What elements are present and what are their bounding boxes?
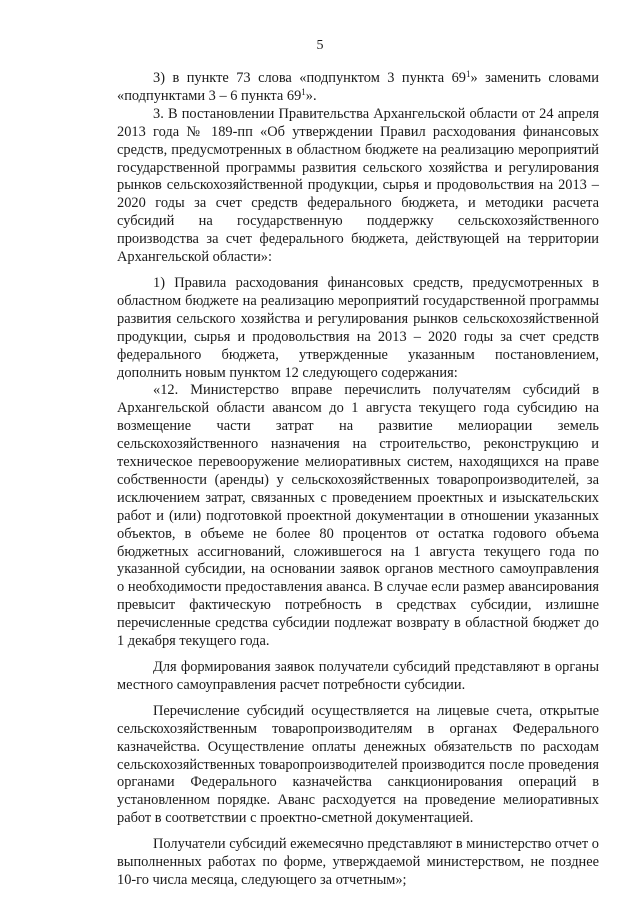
section-3-intro-paragraph: 3. В постановлении Правительства Архангельской области от 24 апреля 2013 года № 189-пп «Об утверждении Правил расходования финансовых средств, предусмотренных в областном бюджете на реализацию мероприятий государственной программы развития сельского хозяйства и регулирования рынков сельскохозяйственной продукции, сырья и продовольствия на 2013 – 2020 годы за счет средств федерального бюджета, и методики расчета субсидий на государственную поддержку сельскохозяйственного производства за счет федерального бюджета, действующей на территории Архангельской области»: [117,105,599,266]
item-3-text-middle: » заменить словами «подпунктами 3 – 6 пункта 69 [117,70,599,104]
subitem-1-paragraph: 1) Правила расходования финансовых средств, предусмотренных в областном бюджете на реализацию мероприятий государственной программы развития сельского хозяйства и регулирования рынков сельскохозяйственной продукции, сырья и продовольствия на 2013 – 2020 годы за счет средств федерального бюджета, утвержденные указанным постановлением, дополнить новым пунктом 12 следующего содержания: [117,274,599,381]
report-paragraph: Получатели субсидий ежемесячно представляют в министерство отчет о выполненных работах по форме, утверждаемой министерством, не позднее 10-го числа месяца, следующего за отчетным»; [117,836,599,888]
item-3-superscript-1: 1 [466,69,471,79]
item-3-text-end: ». [305,87,317,104]
item-3-text-start: 3) в пункте 73 слова «подпунктом 3 пункта 69 [153,70,466,86]
item-3-superscript-2: 1 [301,86,306,97]
transfer-paragraph: Перечисление субсидий осуществляется на лицевые счета, открытые сельскохозяйственным товаропроизводителям в органах Федерального казначейства. Осуществление оплаты денежных обязательств по расходам сельскохозяйственных товаропроизводителей производится после проведения органами Федерального казначейства санкционирования операций в установленном порядке. Аванс расходуется на проведение мелиоративных работ в соответствии с проектно-сметной документацией. [117,702,599,827]
requests-paragraph: Для формирования заявок получатели субсидий представляют в органы местного самоуправления расчет потребности субсидии. [117,659,599,693]
item-3-paragraph [117,70,599,106]
page-number: 5 [316,38,324,53]
document-body [117,70,599,890]
point-12-paragraph: «12. Министерство вправе перечислить получателям субсидий в Архангельской области авансом до 1 августа текущего года субсидию на возмещение части затрат на развитие мелиорации земель сельскохозяйственного назначения на строительство, реконструкцию и техническое перевооружение мелиоративных систем, находящихся на праве собственности (аренды) у сельскохозяйственных товаропроизводителей, за исключением затрат, связанных с проведением проектных и изыскательских работ и (или) подготовкой проектной документации в отношении указанных объектов, в объеме не более 80 процентов от остатка годового объема бюджетных ассигнований, сложившегося на 1 августа текущего года по указанной субсидии, на основании заявок органов местного самоуправления о необходимости предоставления аванса. В случае если размер авансирования превысит фактическую потребность в средствах субсидии, излишне перечисленные средства субсидии подлежат возврату в областной бюджет до 1 декабря текущего года. [117,382,599,650]
